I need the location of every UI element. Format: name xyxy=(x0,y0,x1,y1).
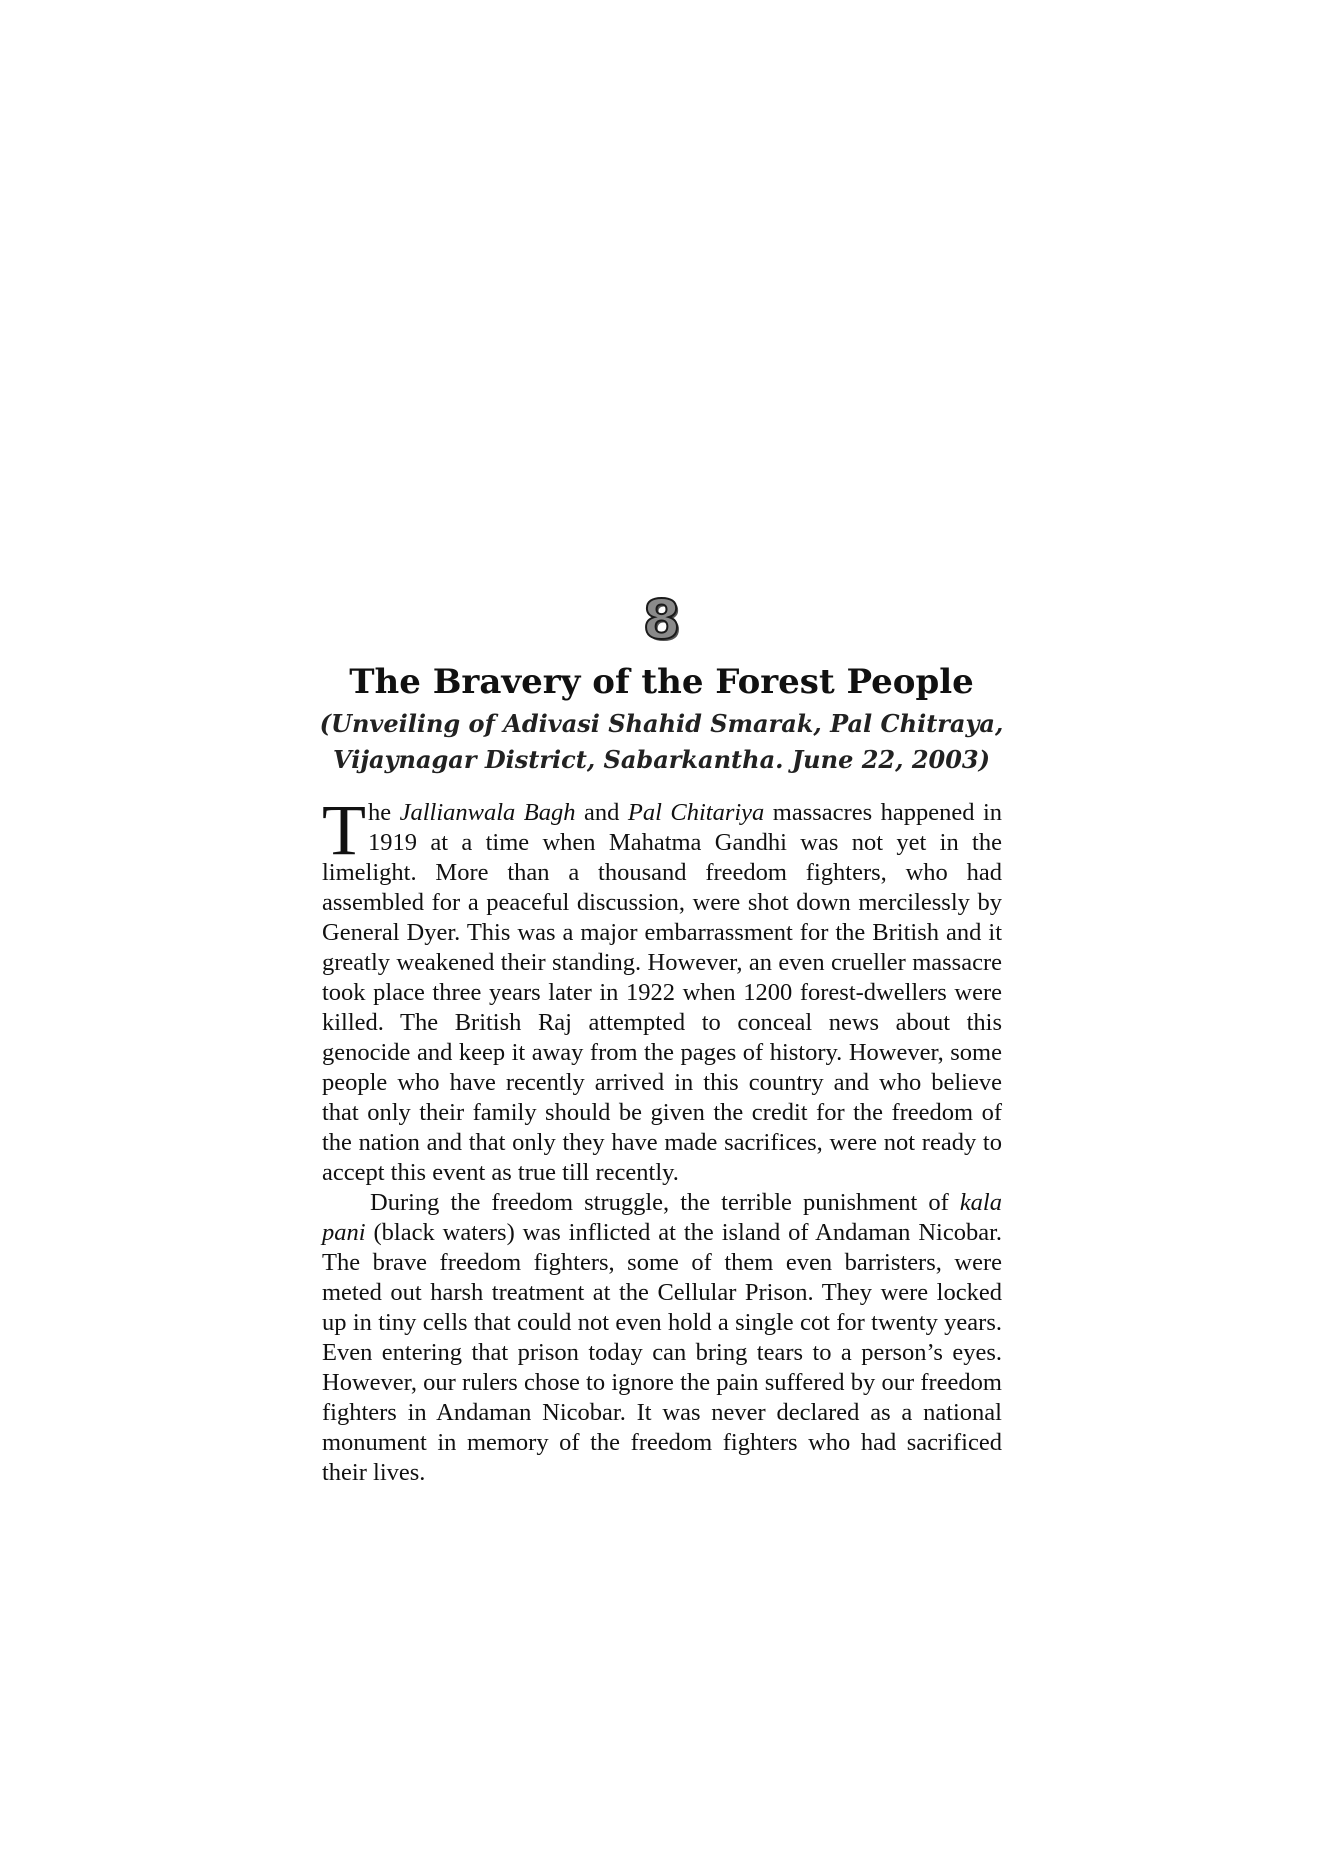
body-text xyxy=(322,790,1003,1488)
paragraph-1-lead: he xyxy=(367,799,400,826)
paragraph-2-emphasis-1: kala pani xyxy=(322,1189,1002,1246)
paragraph-2-rest: (black waters) was inflicted at the island of Andaman Nicobar. The brave freedom fighters, some of them even barristers, were meted out harsh treatment at the Cellular Prison. They were locked up in tiny cells that could not even hold a single cot for twenty years. Even entering that prison today can bring tears to a person’s eyes. However, our rulers chose to ignore the pain suffered by our freedom fighters in Andaman Nicobar. It was never declared as a national monument in memory of the freedom fighters who had sacrificed their lives. xyxy=(322,1219,1002,1486)
subtitle-line-2: Vijaynagar District, Sabarkantha. June 22, 2003) xyxy=(333,745,990,774)
paragraph-1-mid: and xyxy=(575,799,628,826)
paragraph-1-emphasis-1: Jallianwala Bagh xyxy=(399,799,576,826)
subtitle-line-1: (Unveiling of Adivasi Shahid Smarak, Pal Chitraya, xyxy=(319,709,1004,738)
paragraph-1-rest: massacres happened in 1919 at a time when Mahatma Gandhi was not yet in the limelight. More than a thousand freedom fighters, who had assembled for a peaceful discussion, were shot down mercilessly by General Dyer. This was a major embarrassment for the British and it greatly weakened their standing. However, an even crueller massacre took place three years later in 1922 when 1200 forest-dwellers were killed. The British Raj attempted to conceal news about this genocide and keep it away from the pages of history. However, some people who have recently arrived in this country and who believe that only their family should be given the credit for the freedom of the nation and that only they have made sacrifices, were not ready to accept this event as true till recently. xyxy=(322,799,1003,1186)
paragraph-2 xyxy=(322,1188,1002,1488)
paragraph-1 xyxy=(322,790,1003,1188)
chapter-number: 8 xyxy=(642,588,681,651)
drop-cap: T xyxy=(322,790,366,870)
paragraph-2-lead: During the freedom struggle, the terrible punishment of xyxy=(370,1189,960,1216)
paragraph-1-emphasis-2: Pal Chitariya xyxy=(627,799,765,826)
chapter-subtitle xyxy=(260,706,1063,778)
chapter-title: The Bravery of the Forest People xyxy=(349,662,974,702)
